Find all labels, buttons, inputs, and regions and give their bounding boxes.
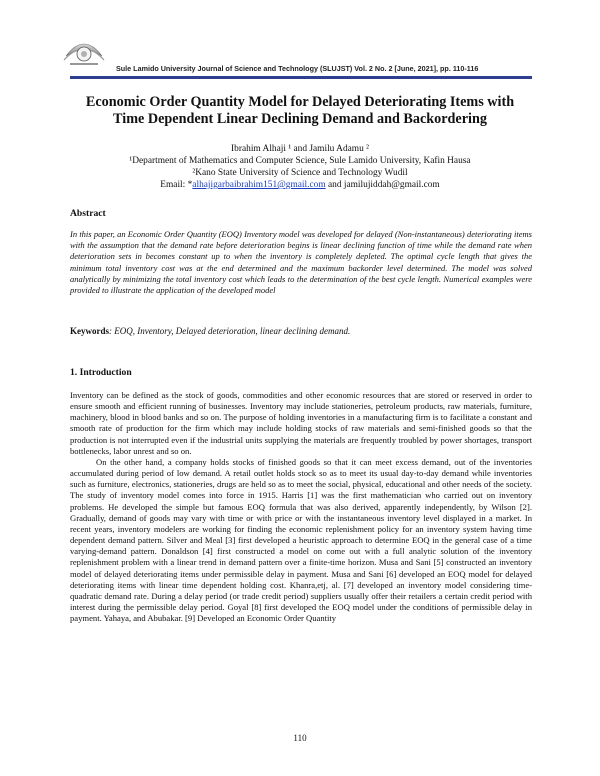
abstract-heading: Abstract [70,208,106,219]
affiliation-2: ²Kano State University of Science and Technology Wudil [192,168,408,178]
email-link[interactable]: alhajigarbaibrahim151@gmail.com [192,180,326,190]
abstract-text: In this paper, an Economic Order Quantity (EOQ) Inventory model was developed for delayed (Non-instantaneous) deteriorating items with the assumption that the demand rate before deterioration begins is linear declining function of time while the demand rate when deterioration sets in becomes constant up to when the inventory is completely depleted. The optimal cycle length that gives the minimum total inventory cost was at the end determined and the maximum backorder level determined. The model was solved analytically by minimizing the total inventory cost which leads to the determination of the best cycle length. Numerical examples were provided to illustrate the application of the developed model [70,229,532,296]
keywords-text: : EOQ, Inventory, Delayed deterioration, linear declining demand. [109,326,351,336]
title-line-2: Time Dependent Linear Declining Demand and Backordering [113,111,487,127]
email-line [60,179,540,191]
keywords-line [70,326,350,336]
title-line-1: Economic Order Quantity Model for Delayed Deteriorating Items with [85,94,515,110]
keywords-label: Keywords [70,326,109,336]
author-names: Ibrahim Alhaji ¹ and Jamilu Adamu ² [231,144,369,154]
header-rule [70,76,532,79]
intro-paragraph-2: On the other hand, a company holds stocks of finished goods so that it can meet excess demand, out of the inventories accumulated during period of low demand. A retail outlet holds stock so as to meet its usual day-to-day demand while inventories such as furniture, electronics, stationeries, drugs are held so as to meet the social, physical, educational and other needs of the society. The study of inventory model comes into force in 1915. Harris [1] was the first mathematician who carried out on inventory problems. He developed the simple but famous EOQ formula that was also derived, apparently independently, by Wilson [2]. Gradually, demand of goods may vary with time or with price or with the instantaneous inventory level displayed in a market. In recent years, inventory modelers are working for finding the economic replenishment policy for an inventory system having time dependent demand pattern. Silver and Meal [3] first developed a heuristic approach to determine EOQ in the general case of a time varying-demand pattern. Donaldson [4] first constructed a model on come out with a full analytic solution of the inventory replenishment problem with a linear trend in demand pattern over a finite-time horizon. Musa and Sani [5] constructed an inventory model of delayed deteriorating items under permissible delay in payment. Musa and Sani [6] developed an EOQ model for delayed deteriorating items with linear time dependent holding cost. Khanra,etj, al. [7] developed an inventory model considering time-quadratic demand rate. During a delay period (or trade credit period) suppliers usually offer their retailers a certain credit period with interest during the permissible delay period. Goyal [8] first developed the EOQ model under the conditions of permissible delay in payment. Yahaya, and Abubakar. [9] Developed an Economic Order Quantity [70,456,532,624]
email-suffix: and jamilujiddah@gmail.com [325,180,440,190]
paper-title [60,94,540,128]
journal-header: Sule Lamido University Journal of Science and Technology (SLUJST) Vol. 2 No. 2 [June, 2021], pp. 110-116 [116,64,479,73]
email-prefix: Email: * [160,180,193,190]
introduction-body [70,390,532,624]
introduction-heading: 1. Introduction [70,367,132,378]
affiliation-1: ¹Department of Mathematics and Computer Science, Sule Lamido University, Kafin Hausa [129,156,471,166]
journal-logo [62,30,106,70]
page-number: 110 [293,733,307,743]
author-block [60,143,540,191]
intro-paragraph-1: Inventory can be defined as the stock of goods, commodities and other economic resources that are stored or reserved in order to ensure smooth and efficient running of businesses. Inventory may include stationeries, petroleum products, raw materials, furniture, machinery, blood in blood banks and so on. The purpose of holding inventories in a manufacturing firm is to facilitate a constant and smooth rate of production for the firm which may include holding stocks of raw materials and semi-finished goods so that the production is not interrupted even if the industrial units supplying the materials are frequently troubled by power shortages, transport bottlenecks, labor unrest and so on. [70,390,532,456]
